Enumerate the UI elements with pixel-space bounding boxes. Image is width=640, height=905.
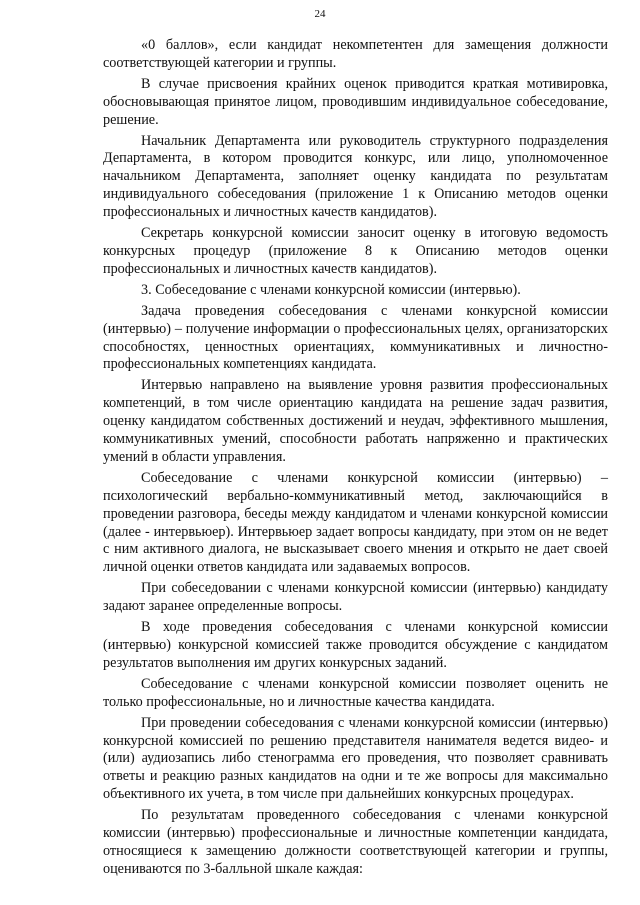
paragraph-department-head: Начальник Департамента или руководитель структурного подразделения Департамента, в котором проводится конкурс, или лицо, уполномоченное начальником Департамента, заполняет оценку кандидата по результатам индивидуального собеседования (приложение 1 к Описанию методов оценки профессиональных и личностных качеств кандидатов). bbox=[103, 132, 608, 221]
paragraph-scoring-scale: По результатам проведенного собеседования с членами конкурсной комиссии (интервью) профессиональные и личностные компетенции кандидата, относящиеся к замещению должности соответствующей категории и группы, оцениваются по 3-балльной шкале каждая: bbox=[103, 807, 608, 877]
paragraph-recording: При проведении собеседования с членами конкурсной комиссии (интервью) конкурсной комиссией по решению представителя нанимателя ведется видео- и (или) аудиозапись либо стенограмма его проведения, что позволяет сравнивать ответы и реакцию разных кандидатов на одни и те же вопросы для максимально объективного их учета, в том числе при дальнейших конкурсных процедурах. bbox=[103, 714, 608, 803]
paragraph-secretary: Секретарь конкурсной комиссии заносит оценку в итоговую ведомость конкурсных процедур (приложение 8 к Описанию методов оценки профессиональных и личностных качеств кандидатов). bbox=[103, 225, 608, 277]
paragraph-zero-points: «0 баллов», если кандидат некомпетентен для замещения должности соответствующей категории и группы. bbox=[103, 37, 608, 71]
paragraph-results-discussion: В ходе проведения собеседования с членами конкурсной комиссии (интервью) конкурсной комиссией также проводится обсуждение с кандидатом результатов выполнения им других конкурсных заданий. bbox=[103, 619, 608, 671]
paragraph-interview-definition: Собеседование с членами конкурсной комиссии (интервью) – психологический вербально-коммуникативный метод, заключающийся в проведении разговора, беседы между кандидатом и членами конкурсной комиссии (далее - интервьюер). Интервьюер задает вопросы кандидату, при этом он не ведет с ним активного диалога, не высказывает своего мнения и открыто не дает своей личной оценки ответов кандидата или задаваемых вопросов. bbox=[103, 469, 608, 576]
paragraph-evaluate-qualities: Собеседование с членами конкурсной комиссии позволяет оценить не только профессиональные, но и личностные качества кандидата. bbox=[103, 675, 608, 710]
paragraph-interview-task: Задача проведения собеседования с членами конкурсной комиссии (интервью) – получение информации о профессиональных целях, организаторских способностях, ценностных ориентациях, коммуникативных и личностно-профессиональных компетенциях кандидата. bbox=[103, 302, 608, 373]
section-heading-interview: 3. Собеседование с членами конкурсной комиссии (интервью). bbox=[141, 281, 521, 298]
paragraph-interview-purpose: Интервью направлено на выявление уровня развития профессиональных компетенций, в том числе ориентацию кандидата на решение задач развития, оценку кандидатом собственных достижений и неудач, эффективного мышления, коммуникативных умений, способности работать напряженно и практических умений в области управления. bbox=[103, 377, 608, 465]
paragraph-predefined-questions: При собеседовании с членами конкурсной комиссии (интервью) кандидату задают заранее определенные вопросы. bbox=[103, 580, 608, 615]
document-body bbox=[103, 37, 608, 882]
paragraph-extreme-scores: В случае присвоения крайних оценок приводится краткая мотивировка, обосновывающая принятое лицом, проводившим индивидуальное собеседование, решение. bbox=[103, 75, 608, 128]
page-number: 24 bbox=[314, 8, 326, 20]
